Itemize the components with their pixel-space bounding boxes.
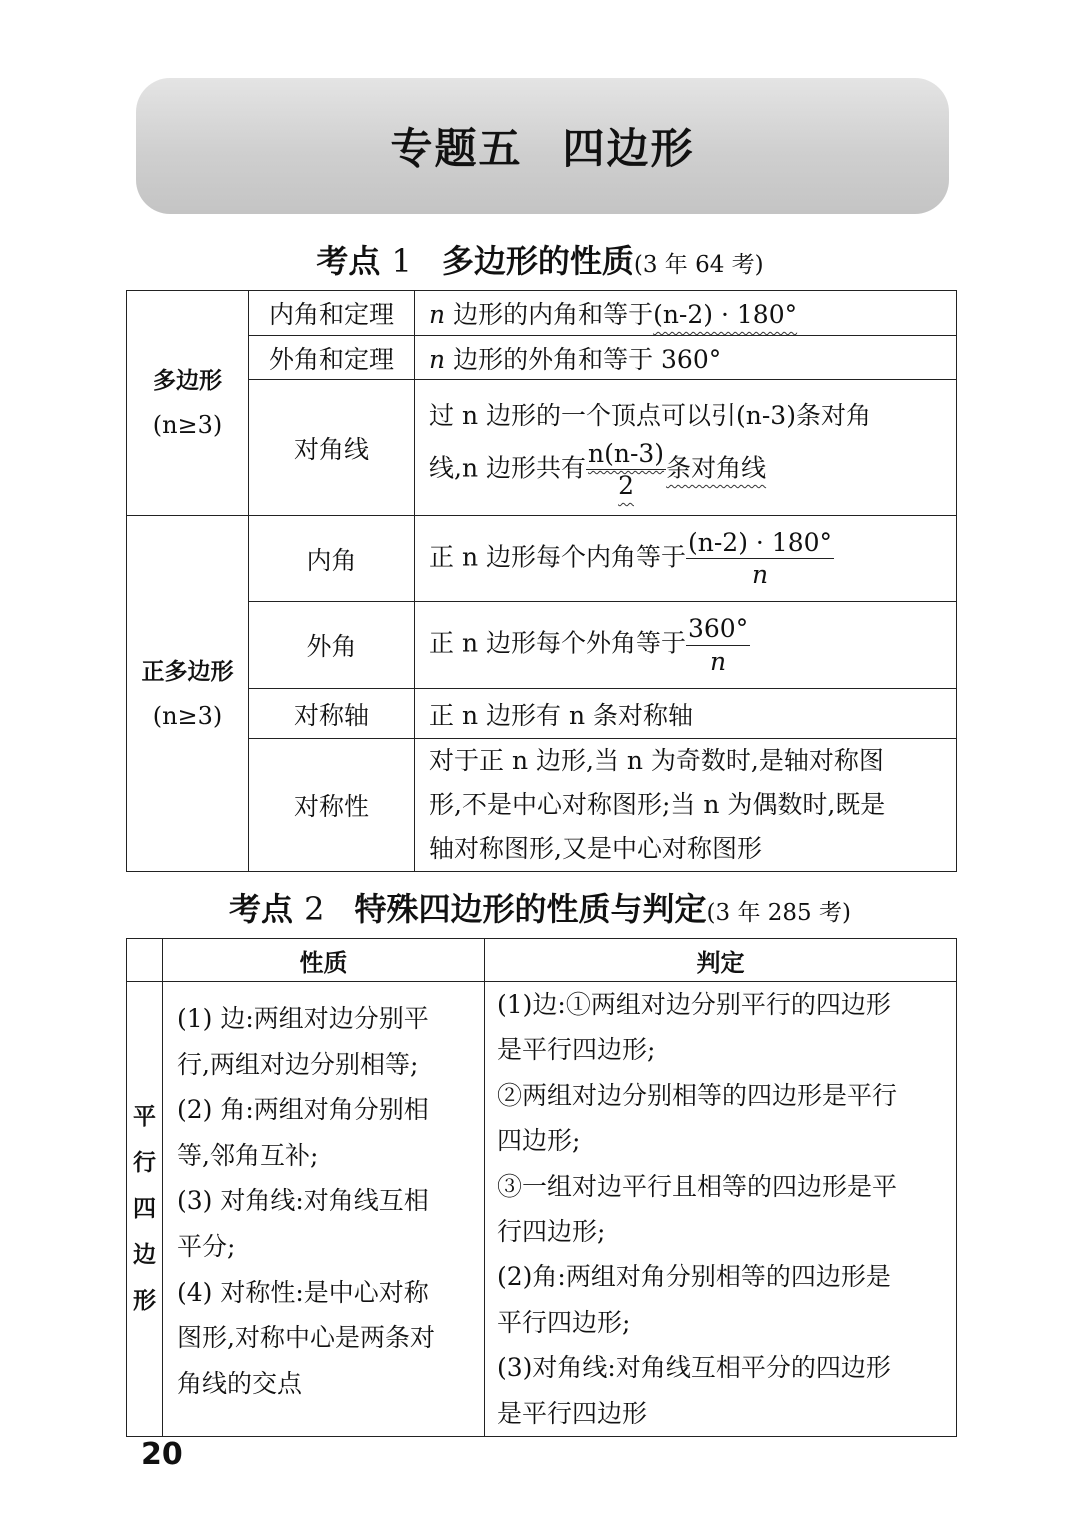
label-char: 形 [133, 1288, 156, 1315]
row-content [415, 602, 957, 689]
row-content: n 边形的内角和等于(n-2) · 180° [415, 291, 957, 336]
fraction-denominator: n [751, 560, 769, 589]
diagonal-count-fraction [586, 438, 666, 502]
table-row [127, 380, 957, 516]
table-row [127, 689, 957, 739]
property-line: 图形,对称中心是两条对 [177, 1323, 435, 1353]
regular-group-label: 正多边形 [141, 658, 234, 685]
parallelogram-properties [163, 982, 485, 1437]
table-row [127, 739, 957, 872]
row-content: 正 n 边形有 n 条对称轴 [415, 689, 957, 739]
row-formula: (n-2) · 180° [653, 300, 798, 329]
row-name: 外角和定理 [249, 336, 415, 380]
label-char: 平 [133, 1104, 156, 1131]
judgement-line: 平行四边形; [497, 1307, 631, 1337]
exterior-angle-fraction [686, 613, 750, 677]
section1-prefix: 考点 [316, 242, 381, 280]
judgement-line: (2)角:两组对角分别相等的四边形是 [497, 1262, 891, 1292]
polygon-group-cond: (n≥3) [152, 411, 223, 439]
row-line: 轴对称图形,又是中心对称图形 [429, 834, 762, 863]
row-text: 正 n 边形每个内角等于 [429, 542, 686, 571]
judgement-line: (1)边:①两组对边分别平行的四边形 [497, 990, 891, 1019]
row-content [415, 739, 957, 872]
row-line: 形,不是中心对称图形;当 n 为偶数时,既是 [429, 790, 886, 819]
table-row [127, 336, 957, 380]
section1-heading: 多边形的性质 [441, 242, 634, 280]
table-row [127, 291, 957, 336]
section2-note: (3 年 285 考) [706, 900, 851, 926]
label-char: 行 [133, 1150, 156, 1177]
row-name: 对称性 [249, 739, 415, 872]
row-line: 对于正 n 边形,当 n 为奇数时,是轴对称图 [429, 746, 884, 775]
property-line: (1) 边:两组对边分别平 [177, 1004, 429, 1033]
parallelogram-label [127, 982, 163, 1437]
label-char: 边 [133, 1242, 156, 1269]
fraction-denominator: n [710, 646, 727, 676]
row-text: 正 n 边形每个外角等于 [429, 628, 686, 658]
judgement-line: 四边形; [497, 1126, 581, 1156]
fraction-numerator: (n-2) · 180° [686, 527, 834, 559]
row-line: 过 n 边形的一个顶点可以引(n-3)条对角 [429, 400, 871, 430]
header-judgement: 判定 [485, 939, 957, 982]
section2-number: 2 [304, 890, 325, 928]
row-name: 内角 [249, 516, 415, 602]
property-line: (2) 角:两组对角分别相 [177, 1095, 429, 1125]
polygon-properties-table [126, 290, 957, 872]
row-name: 内角和定理 [249, 291, 415, 336]
table-row [127, 516, 957, 602]
property-line: 等,邻角互补; [177, 1140, 319, 1170]
section2-heading: 特殊四边形的性质与判定 [354, 890, 707, 928]
label-char: 四 [133, 1196, 156, 1223]
row-name: 外角 [249, 602, 415, 689]
quadrilateral-table [126, 938, 957, 1437]
judgement-line: 是平行四边形 [497, 1398, 648, 1428]
row-name: 对称轴 [249, 689, 415, 739]
judgement-line: ②两组对边分别相等的四边形是平行 [497, 1080, 898, 1110]
row-name: 对角线 [249, 380, 415, 516]
chapter-title [390, 116, 694, 176]
table-row [127, 602, 957, 689]
fraction-numerator: 360° [686, 613, 750, 645]
row-text: 边形的外角和等于 360° [453, 344, 722, 374]
section1-number: 1 [391, 242, 412, 280]
row-content: n 边形的外角和等于 360° [415, 336, 957, 380]
row-line [429, 438, 766, 502]
row-content [415, 516, 957, 602]
property-line: 行,两组对边分别相等; [177, 1049, 419, 1079]
section1-title [0, 236, 1080, 282]
property-line: (4) 对称性:是中心对称 [177, 1277, 429, 1307]
section2-prefix: 考点 [229, 890, 294, 928]
chapter-banner [136, 78, 949, 214]
judgement-line: 行四边形; [497, 1217, 606, 1247]
header-property: 性质 [163, 939, 485, 982]
header-blank [127, 939, 163, 982]
chapter-topic: 四边形 [562, 124, 695, 173]
property-line: (3) 对角线:对角线互相 [177, 1186, 429, 1216]
polygon-group-cell [127, 291, 249, 516]
judgement-line: (3)对角线:对角线互相平分的四边形 [497, 1353, 891, 1383]
page-number: 20 [141, 1437, 183, 1472]
fraction-numerator: n(n-3) [586, 438, 666, 470]
interior-angle-fraction [686, 527, 834, 591]
regular-group-cond: (n≥3) [152, 701, 223, 730]
table-header-row [127, 939, 957, 982]
section2-title [0, 884, 1080, 930]
property-line: 平分; [177, 1231, 236, 1261]
section1-note: (3 年 64 考) [633, 252, 764, 278]
chapter-label: 专题五 [390, 124, 523, 173]
fraction-denominator: 2 [618, 471, 634, 500]
judgement-line: 是平行四边形; [497, 1035, 656, 1065]
row-text: 线,n 边形共有 [429, 453, 586, 482]
regular-group-cell [127, 516, 249, 872]
polygon-group-label: 多边形 [153, 368, 222, 394]
property-line: 角线的交点 [177, 1368, 303, 1398]
row-text: 条对角线 [666, 453, 767, 482]
row-content [415, 380, 957, 516]
row-text: 边形的内角和等于 [453, 300, 654, 329]
parallelogram-judgements [485, 982, 957, 1437]
table-row [127, 982, 957, 1437]
judgement-line: ③一组对边平行且相等的四边形是平 [497, 1171, 898, 1201]
